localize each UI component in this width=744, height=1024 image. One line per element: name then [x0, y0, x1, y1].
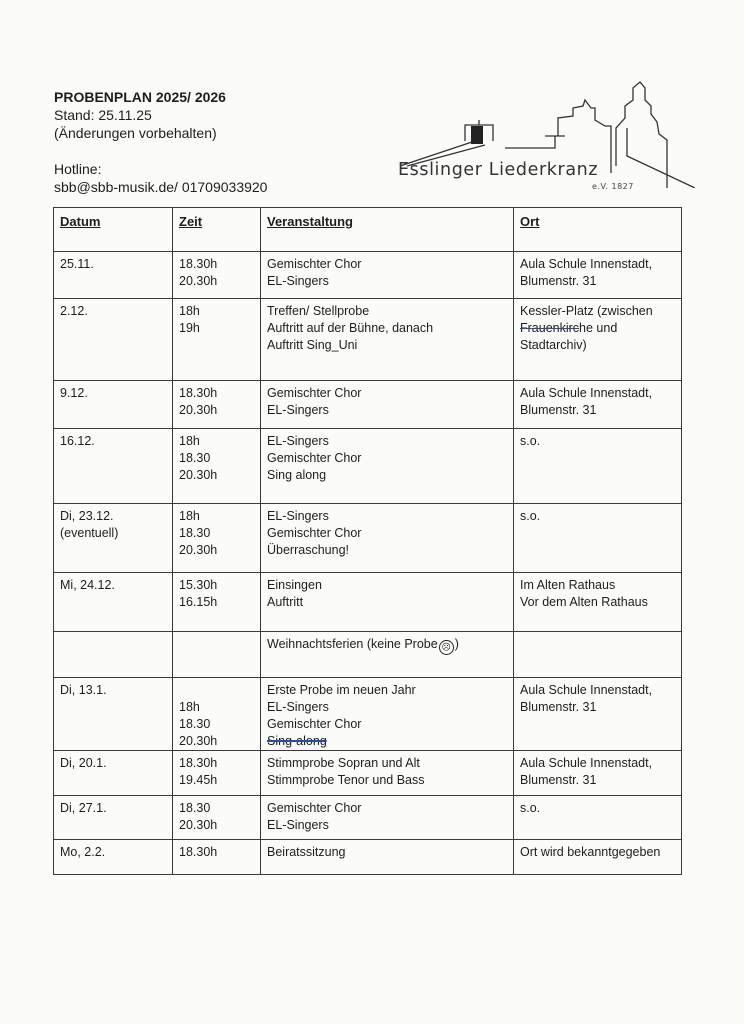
cell-zeit [173, 504, 261, 573]
table-row [54, 751, 682, 796]
document-title: PROBENPLAN 2025/ 2026 [54, 89, 226, 105]
cell-line: Kessler-Platz (zwischen [520, 304, 653, 318]
column-header-ort: Ort [514, 208, 682, 252]
cell-line: Einsingen [267, 578, 322, 592]
cell-zeit [173, 381, 261, 429]
cell-line: Di, 27.1. [60, 801, 107, 815]
cell-datum [54, 573, 173, 632]
cell-line: 18.30h [179, 257, 218, 271]
cell-line: Mo, 2.2. [60, 845, 106, 859]
cell-veranstaltung [261, 840, 514, 875]
cell-line [179, 636, 254, 653]
table-row [54, 796, 682, 840]
cell-line: 18.30 [179, 801, 211, 815]
cell-line: 20.30h [179, 468, 218, 482]
table-row [54, 381, 682, 429]
sad-face-icon: ☹ [439, 640, 454, 655]
cell-veranstaltung [261, 796, 514, 840]
cell-line: 15.30h [179, 578, 218, 592]
cell-line: 18.30h [179, 386, 218, 400]
cell-zeit [173, 252, 261, 299]
cell-line: Beiratssitzung [267, 845, 346, 859]
cell-line: Aula Schule Innenstadt, [520, 683, 653, 697]
table-row [54, 504, 682, 573]
cell-line: Sing along [267, 468, 327, 482]
cell-zeit [173, 751, 261, 796]
cell-line: Gemischter Chor [267, 451, 362, 465]
cell-veranstaltung [261, 573, 514, 632]
cell-line [520, 636, 675, 653]
column-header-zeit: Zeit [173, 208, 261, 252]
cell-ort [514, 504, 682, 573]
cell-line: 20.30h [179, 403, 218, 417]
table-row [54, 632, 682, 678]
logo-name: Esslinger Liederkranz [398, 160, 599, 180]
cell-line: Blumenstr. 31 [520, 274, 597, 288]
cell-line: 25.11. [60, 257, 94, 271]
cell-zeit [173, 678, 261, 751]
cell-line: 18.30h [179, 756, 218, 770]
cell-ort [514, 573, 682, 632]
cell-line: Auftritt auf der Bühne, danach [267, 321, 434, 335]
table-row [54, 252, 682, 299]
cell-ort [514, 381, 682, 429]
cell-line: (eventuell) [60, 526, 119, 540]
cell-ort [514, 751, 682, 796]
cell-line: EL-Singers [267, 274, 329, 288]
cell-zeit [173, 299, 261, 381]
cell-line: Ort wird bekanntgegeben [520, 845, 661, 859]
cell-line: 16.12. [60, 434, 95, 448]
cell-line [60, 636, 166, 653]
cell-line: Stadtarchiv) [520, 338, 587, 352]
cell-line: Di, 20.1. [60, 756, 107, 770]
cell-ort [514, 840, 682, 875]
cell-zeit [173, 573, 261, 632]
cell-datum [54, 840, 173, 875]
cell-line: Im Alten Rathaus [520, 578, 616, 592]
cell-veranstaltung [261, 678, 514, 751]
cell-datum [54, 299, 173, 381]
cell-ort [514, 299, 682, 381]
cell-line: Erste Probe im neuen Jahr [267, 683, 416, 697]
cell-line: s.o. [520, 509, 541, 523]
cell-ort [514, 429, 682, 504]
cell-datum [54, 632, 173, 678]
cell-line: Stimmprobe Sopran und Alt [267, 756, 420, 770]
cell-datum [54, 678, 173, 751]
table-header-row [54, 208, 682, 252]
cell-line: Auftritt [267, 595, 304, 609]
cell-line: EL-Singers [267, 700, 329, 714]
cell-line: 18h [179, 509, 200, 523]
cell-line: Blumenstr. 31 [520, 403, 597, 417]
hotline-label: Hotline: [54, 161, 102, 177]
cell-line: 18.30 [179, 717, 211, 731]
cell-line: 9.12. [60, 386, 88, 400]
cell-line: 18.30 [179, 526, 211, 540]
table-row [54, 573, 682, 632]
cell-ort [514, 252, 682, 299]
cell-line: 18.30 [179, 451, 211, 465]
cell-datum [54, 381, 173, 429]
cell-datum [54, 252, 173, 299]
cell-line [179, 682, 254, 699]
cell-line: 20.30h [179, 274, 218, 288]
cell-line: Di, 13.1. [60, 683, 107, 697]
cell-line: Gemischter Chor [267, 526, 362, 540]
cell-veranstaltung [261, 252, 514, 299]
cell-line: 18h [179, 700, 200, 714]
column-header-veranstaltung: Veranstaltung [261, 208, 514, 252]
cell-line: Gemischter Chor [267, 801, 362, 815]
cell-ort [514, 796, 682, 840]
cell-veranstaltung [261, 429, 514, 504]
cell-veranstaltung [261, 504, 514, 573]
cell-line: Weihnachtsferien (keine Probe ☹ ) [267, 636, 507, 655]
cell-datum [54, 751, 173, 796]
cell-zeit [173, 840, 261, 875]
cell-datum [54, 796, 173, 840]
cell-line: Sing-along [267, 734, 327, 748]
cell-ort [514, 632, 682, 678]
cell-line: s.o. [520, 801, 541, 815]
rehearsal-schedule-table [53, 207, 682, 875]
table-row [54, 678, 682, 751]
cell-datum [54, 429, 173, 504]
cell-line: 19.45h [179, 773, 218, 787]
cell-line: 20.30h [179, 734, 218, 748]
cell-line: EL-Singers [267, 509, 329, 523]
cell-line: EL-Singers [267, 818, 329, 832]
hotline-contact: sbb@sbb-musik.de/ 01709033920 [54, 179, 268, 195]
cell-line: Auftritt Sing_Uni [267, 338, 358, 352]
cell-line: Aula Schule Innenstadt, [520, 756, 653, 770]
cell-line: Gemischter Chor [267, 257, 362, 271]
column-header-datum: Datum [54, 208, 173, 252]
cell-zeit [173, 632, 261, 678]
cell-line: Aula Schule Innenstadt, [520, 257, 653, 271]
cell-line: Blumenstr. 31 [520, 700, 597, 714]
cell-line: 20.30h [179, 543, 218, 557]
cell-veranstaltung [261, 632, 514, 678]
logo-subtitle: e.V. 1827 [592, 182, 634, 191]
cell-line: 18h [179, 434, 200, 448]
changes-note: (Änderungen vorbehalten) [54, 125, 217, 141]
table-row [54, 299, 682, 381]
cell-line: 18.30h [179, 845, 218, 859]
cell-line: Gemischter Chor [267, 717, 362, 731]
table-row [54, 840, 682, 875]
cell-line: Überraschung! [267, 543, 349, 557]
cell-zeit [173, 796, 261, 840]
cell-veranstaltung [261, 381, 514, 429]
cell-line: Frauenkirche und [520, 321, 618, 335]
cell-line: s.o. [520, 434, 541, 448]
cell-veranstaltung [261, 299, 514, 381]
cell-line: 20.30h [179, 818, 218, 832]
cell-line: Treffen/ Stellprobe [267, 304, 370, 318]
cell-line: 19h [179, 321, 200, 335]
cell-ort [514, 678, 682, 751]
cell-line: 16.15h [179, 595, 218, 609]
cell-datum [54, 504, 173, 573]
cell-line: 18h [179, 304, 200, 318]
cell-veranstaltung [261, 751, 514, 796]
cell-line: Gemischter Chor [267, 386, 362, 400]
table-row [54, 429, 682, 504]
stand-date: Stand: 25.11.25 [54, 107, 152, 123]
cell-line: EL-Singers [267, 434, 329, 448]
cell-line: EL-Singers [267, 403, 329, 417]
cell-line: Di, 23.12. [60, 509, 114, 523]
cell-line: Vor dem Alten Rathaus [520, 595, 648, 609]
cell-line: Aula Schule Innenstadt, [520, 386, 653, 400]
cell-zeit [173, 429, 261, 504]
cell-line: Blumenstr. 31 [520, 773, 597, 787]
cell-line: 2.12. [60, 304, 88, 318]
cell-line: Stimmprobe Tenor und Bass [267, 773, 425, 787]
cell-line: Mi, 24.12. [60, 578, 115, 592]
